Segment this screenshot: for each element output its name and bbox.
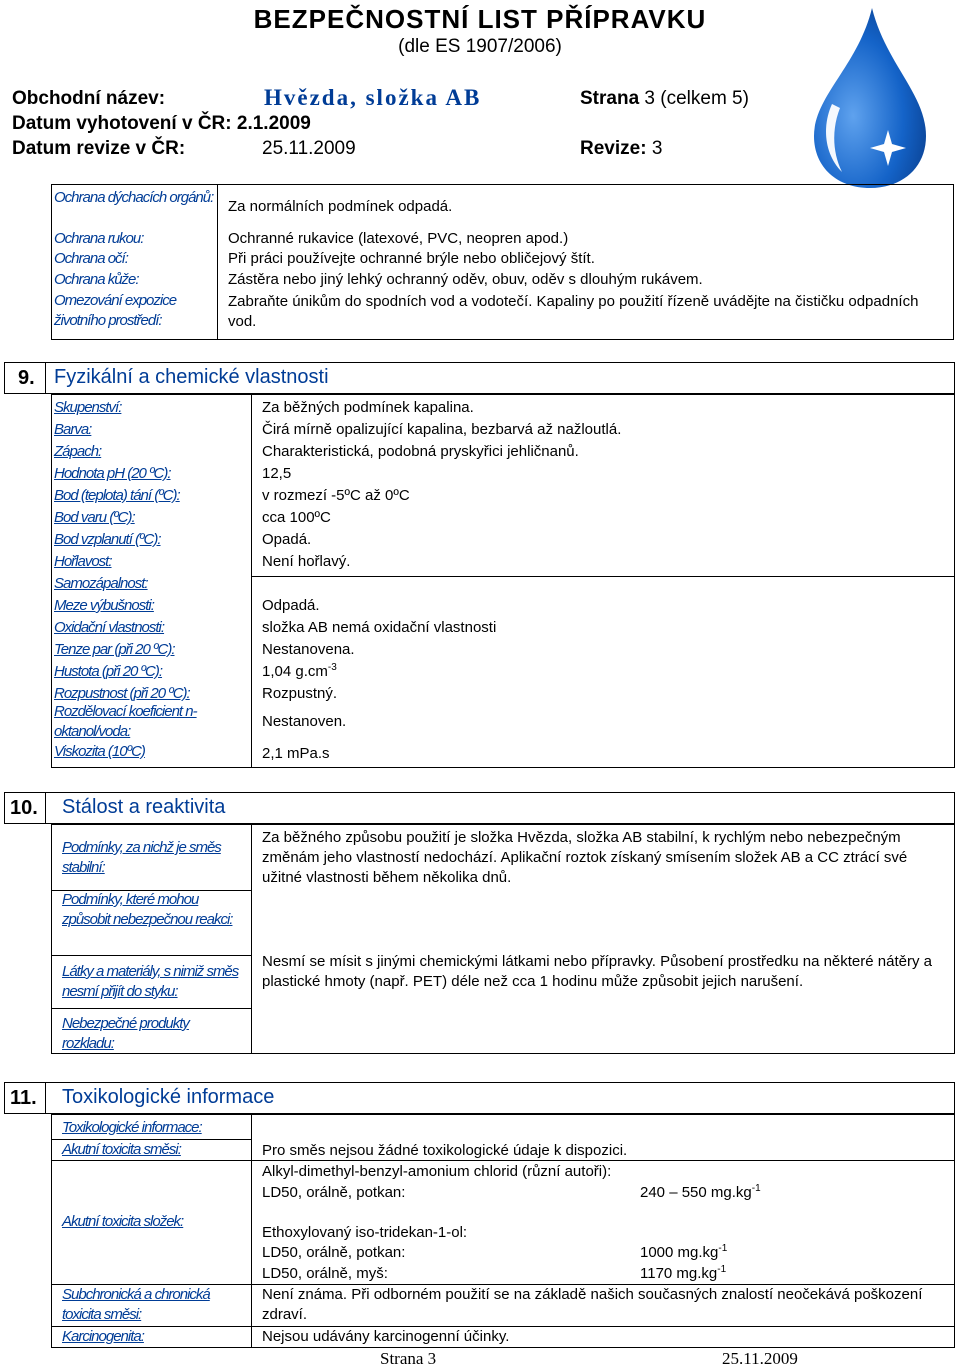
reactive-conditions-label: Podmínky, které mohou způsobit nebezpečnou reakci: — [62, 891, 233, 928]
property-value: Odpadá. — [262, 597, 320, 614]
property-value: Nestanoven. — [262, 713, 347, 730]
stability-conditions-label: Podmínky, za nichž je směs stabilní: — [62, 839, 221, 876]
property-value: Nestanovena. — [262, 641, 355, 658]
incompatible-materials-label: Látky a materiály, s nimiž směs nesmí přijít do styku: — [62, 963, 239, 1000]
chronic-toxicity-value: Není známa. Při odborném použití se na základě našich současných znalostí neočekává poškození zdraví. — [262, 1286, 923, 1323]
document-subtitle: (dle ES 1907/2006) — [398, 36, 562, 57]
issue-date-row: Datum vyhotovení v ČR: 2.1.2009 — [12, 113, 311, 134]
protection-value-hands: Ochranné rukavice (latexové, PVC, neopren apod.) — [228, 230, 569, 247]
carcinogenicity-value: Nejsou udávány karcinogenní účinky. — [262, 1328, 510, 1345]
revision-date: 25.11.2009 — [262, 138, 356, 159]
component-2-ld50-rat-value: 1000 $mg.kg^{-1}$ — [640, 1243, 728, 1261]
protection-label-skin: Ochrana kůže: — [54, 271, 139, 288]
section-9-number: 9. — [18, 367, 35, 389]
property-label: Hustota (při 20 ºC): — [54, 663, 163, 680]
property-value: 1,04 $g.cm^{-3}$ — [262, 662, 337, 680]
property-label: Viskozita (10ºC) — [54, 743, 145, 760]
property-value: Opadá. — [262, 531, 312, 548]
revision-number: Revize: 3 — [580, 138, 663, 159]
trade-name-label: Obchodní název: — [12, 88, 166, 109]
component-2-name: Ethoxylovaný iso-tridekan-1-ol: — [262, 1224, 468, 1241]
property-value: 12,5 — [262, 465, 292, 482]
document-title: BEZPEČNOSTNÍ LIST PŘÍPRAVKU — [253, 4, 707, 34]
property-label: Bod (teplota) tání (ºC): — [54, 487, 180, 504]
water-drop-logo — [808, 4, 930, 192]
carcinogenicity-label: Karcinogenita: — [62, 1328, 144, 1345]
property-value: Charakteristická, podobná pryskyřici jehličnanů. — [262, 443, 579, 460]
section-9-title: Fyzikální a chemické vlastnosti — [54, 366, 329, 388]
component-1-ld50-value: 240 – 550 $mg.kg^{-1}$ — [640, 1183, 761, 1201]
property-label: Tenze par (při 20 ºC): — [54, 641, 175, 658]
property-label: Zápach: — [54, 443, 102, 460]
acute-components-label: Akutní toxicita složek: — [62, 1213, 184, 1230]
protection-value-environment: Zabraňte únikům do spodních vod a vodotečí. Kapaliny po použití řízeně uvádějte na čističku odpadních vod. — [228, 293, 919, 330]
protection-label-respiratory: Ochrana dýchacích orgánů: — [54, 189, 214, 206]
protection-label-eyes: Ochrana očí: — [54, 250, 128, 267]
property-label: Barva: — [54, 421, 92, 438]
revision-date-label: Datum revize v ČR: — [12, 138, 186, 159]
stability-text: Za běžného způsobu použití je složka Hvězda, složka AB stabilní, k rychlým nebo nebezpečným změnám jeho vlastností nedochází. Aplikační roztok získaný smísením složek AB a CC ztrácí své užitné vlastnosti během několika dnů. — [262, 829, 908, 886]
component-1-name: Alkyl-dimethyl-benzyl-amonium chlorid (různí autoři): — [262, 1163, 612, 1180]
protection-label-environment: Omezování expozice životního prostředí: — [54, 292, 177, 329]
footer-page: Strana 3 — [380, 1349, 437, 1368]
trade-name: Hvězda, složka AB — [264, 85, 482, 110]
component-2-ld50-mouse-value: 1170 $mg.kg^{-1}$ — [640, 1264, 727, 1282]
property-value: Čirá mírně opalizující kapalina, bezbarvá až nažloutlá. — [262, 421, 622, 438]
property-label: Rozdělovací koeficient n-oktanol/voda: — [54, 703, 197, 740]
property-label: Oxidační vlastnosti: — [54, 619, 165, 636]
property-value: v rozmezí -5ºC až 0ºC — [262, 487, 410, 504]
tox-info-label: Toxikologické informace: — [62, 1119, 202, 1136]
section-10-title: Stálost a reaktivita — [62, 796, 226, 818]
property-value: Rozpustný. — [262, 685, 338, 702]
protection-label-hands: Ochrana rukou: — [54, 230, 144, 247]
property-label: Skupenství: — [54, 399, 122, 416]
property-value: Za běžných podmínek kapalina. — [262, 399, 474, 416]
footer-date: 25.11.2009 — [722, 1349, 798, 1368]
acute-mix-label: Akutní toxicita směsi: — [62, 1141, 181, 1158]
decomposition-products-label: Nebezpečné produkty rozkladu: — [62, 1015, 189, 1052]
protection-value-respiratory: Za normálních podmínek odpadá. — [228, 198, 453, 215]
property-label: Bod varu (ºC): — [54, 509, 135, 526]
section-10-number: 10. — [10, 797, 38, 819]
section-11-number: 11. — [10, 1087, 37, 1109]
property-value: 2,1 mPa.s — [262, 745, 330, 762]
property-label: Rozpustnost (při 20 ºC): — [54, 685, 190, 702]
property-value: cca 100ºC — [262, 509, 331, 526]
component-2-ld50-rat-label: LD50, orálně, potkan: — [262, 1244, 406, 1261]
protection-value-skin: Zástěra nebo jiný lehký ochranný oděv, obuv, oděv s dlouhým rukávem. — [228, 271, 703, 288]
property-label: Samozápalnost: — [54, 575, 148, 592]
property-label: Meze výbušnosti: — [54, 597, 154, 614]
property-label: Bod vzplanutí (ºC): — [54, 531, 161, 548]
property-label: Hořlavost: — [54, 553, 112, 570]
chronic-toxicity-label: Subchronická a chronická toxicita směsi: — [62, 1286, 210, 1323]
incompatible-text: Nesmí se mísit s jinými chemickými látkami nebo přípravky. Působení prostředku na některé nátěry a plastické hmoty (např. PET) déle než cca 1 hodinu může způsobit jejich narušení. — [262, 953, 932, 990]
acute-mix-value: Pro směs nejsou žádné toxikologické údaje k dispozici. — [262, 1142, 628, 1159]
protection-value-eyes: Při práci používejte ochranné brýle nebo obličejový štít. — [228, 250, 595, 267]
component-2-ld50-mouse-label: LD50, orálně, myš: — [262, 1265, 388, 1282]
property-value: Není hořlavý. — [262, 553, 351, 570]
property-label: Hodnota pH (20 ºC): — [54, 465, 171, 482]
section-11-title: Toxikologické informace — [62, 1086, 275, 1108]
page-info: Strana 3 (celkem 5) — [580, 88, 749, 109]
component-1-ld50-label: LD50, orálně, potkan: — [262, 1184, 406, 1201]
property-value: složka AB nemá oxidační vlastnosti — [262, 619, 497, 636]
